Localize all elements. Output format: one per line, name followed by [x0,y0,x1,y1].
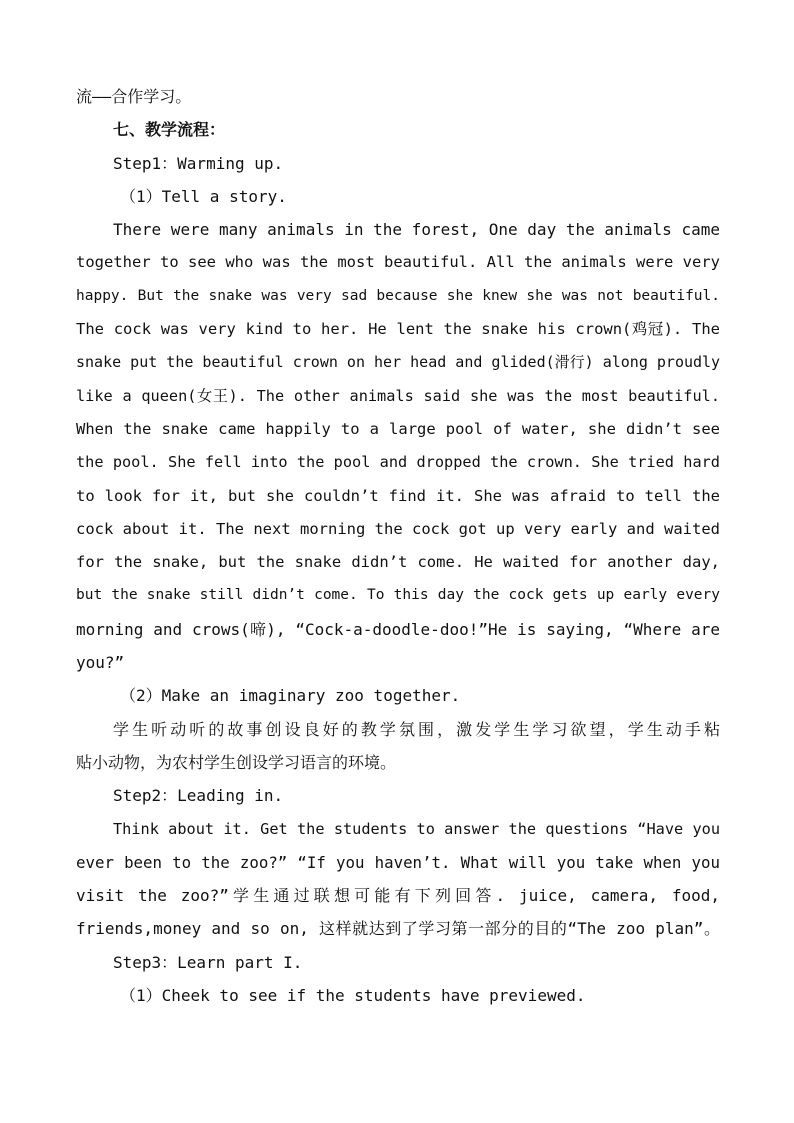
sub-step-heading: （2）Make an imaginary zoo together. [120,686,461,706]
text-line: ever been to the zoo?” “If you haven’t. What will you take when you [76,852,720,872]
text-line: 贴小动物，为农村学生创设学习语言的环境。 [76,752,397,772]
text-line: visit the zoo?”学生通过联想可能有下列回答. juice, camera, food, [76,886,720,906]
text-line: 流——合作学习。 [76,87,192,106]
story-line: When the snake came happily to a large pool of water, she didn’t see [76,419,720,438]
sub-step-heading: （1）Cheek to see if the students have previewed. [120,986,586,1006]
text-line: friends,money and so on, 这样就达到了学习第一部分的目的“The zoo plan”。 [76,919,720,939]
story-line: the pool. She fell into the pool and dropped the crown. She tried hard [76,453,720,472]
story-line: like a queen(女王). The other animals said she was the most beautiful. [76,386,720,405]
story-line: but the snake still didn’t come. To this day the cock gets up early every [76,587,720,604]
document-body [76,80,720,1012]
story-line: for the snake, but the snake didn’t come. He waited for another day, [76,553,720,572]
text-line: Think about it. Get the students to answer the questions “Have you [113,819,720,838]
story-line: snake put the beautiful crown on her head and glided(滑行) along proudly [76,353,721,372]
story-line: you?” [76,653,125,673]
story-line: together to see who was the most beautiful. All the animals were very [76,253,720,272]
story-line: There were many animals in the forest, One day the animals came [113,220,720,240]
story-line: cock about it. The next morning the cock got up very early and waited [76,519,720,538]
story-line: happy. But the snake was very sad because she knew she was not beautiful. [76,287,720,304]
story-line: morning and crows(啼), “Cock-a-doodle-doo!”He is saying, “Where are [76,619,720,639]
sub-step-heading: （1）Tell a story. [120,186,287,206]
step-heading: Step3：Learn part I. [113,952,303,972]
text-line: 学生听动听的故事创设良好的教学氛围，激发学生学习欲望，学生动手粘 [113,719,720,739]
story-line: The cock was very kind to her. He lent the snake his crown(鸡冠). The [76,320,720,339]
story-line: to look for it, but she couldn’t find it. She was afraid to tell the [76,486,720,505]
step-heading: Step1：Warming up. [113,153,284,173]
step-heading: Step2：Leading in. [113,786,284,806]
section-heading: 七、教学流程： [113,120,226,140]
